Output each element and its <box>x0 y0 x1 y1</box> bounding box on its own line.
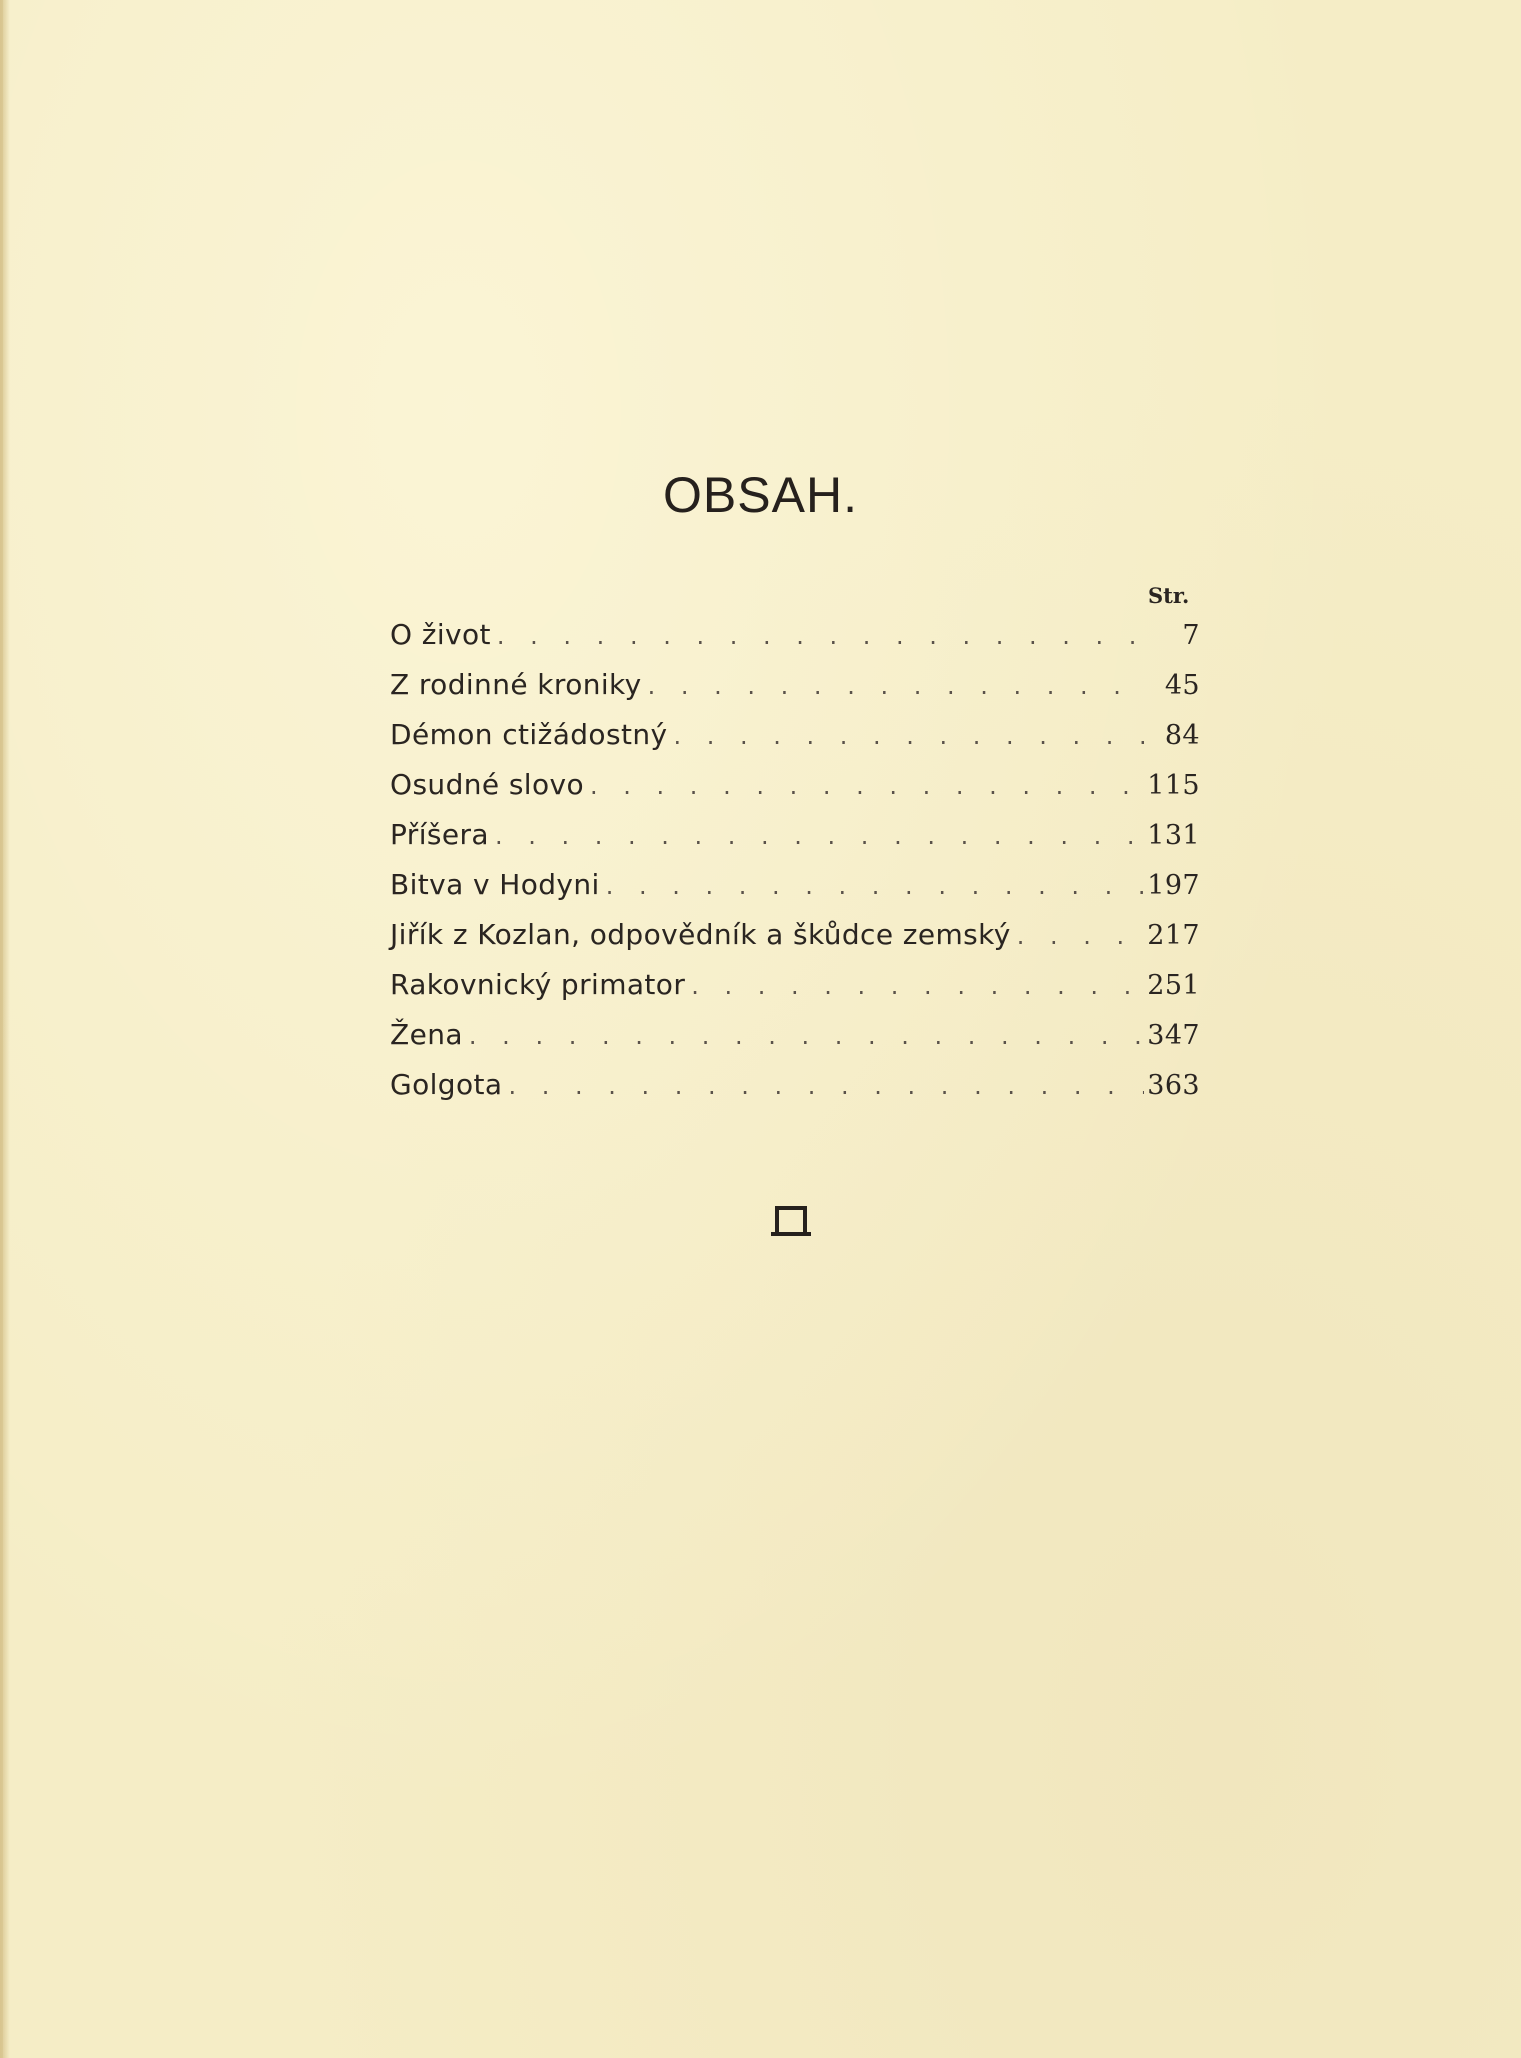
toc-page-number: 131 <box>1147 820 1200 851</box>
toc-page-number: 115 <box>1147 770 1200 801</box>
dot-leader <box>491 611 1144 661</box>
toc-page-number: 251 <box>1147 970 1200 1001</box>
toc-entry-title: Jiřík z Kozlan, odpovědník a škůdce zemský <box>390 918 1011 951</box>
toc-row <box>390 610 1200 660</box>
toc-entry-title: Příšera <box>390 818 489 851</box>
toc-entry-title: Žena <box>390 1018 463 1051</box>
table-of-contents <box>390 610 1200 1110</box>
page-column-label: Str. <box>1148 583 1190 608</box>
dot-leader <box>584 761 1144 811</box>
toc-row <box>390 910 1200 960</box>
toc-page-number: 347 <box>1147 1020 1200 1051</box>
toc-entry-title: Osudné slovo <box>390 768 585 801</box>
toc-page-number: 363 <box>1147 1070 1200 1101</box>
toc-page-number: 45 <box>1164 670 1200 701</box>
toc-entry-title: Démon ctižádostný <box>390 718 668 751</box>
toc-row <box>390 710 1200 760</box>
toc-row <box>390 960 1200 1010</box>
dot-leader <box>667 711 1144 761</box>
dot-leader <box>502 1061 1144 1111</box>
toc-page-number: 7 <box>1182 620 1200 651</box>
dot-leader <box>1011 911 1144 961</box>
toc-row <box>390 810 1200 860</box>
toc-page-number: 197 <box>1147 870 1200 901</box>
toc-row <box>390 660 1200 710</box>
page-edge-shadow <box>0 0 10 2058</box>
dot-leader <box>642 661 1144 711</box>
toc-row <box>390 760 1200 810</box>
toc-entry-title: Golgota <box>390 1068 503 1101</box>
end-ornament-icon <box>775 1206 807 1236</box>
toc-entry-title: Rakovnický primator <box>390 968 686 1001</box>
toc-page-number: 217 <box>1147 920 1200 951</box>
dot-leader <box>685 961 1144 1011</box>
toc-entry-title: Bitva v Hodyni <box>390 868 600 901</box>
page-title: OBSAH. <box>663 467 858 523</box>
toc-entry-title: Z rodinné kroniky <box>390 668 642 701</box>
toc-row <box>390 860 1200 910</box>
dot-leader <box>463 1011 1144 1061</box>
toc-entry-title: O život <box>390 618 491 651</box>
toc-page-number: 84 <box>1164 720 1200 751</box>
dot-leader <box>489 811 1144 861</box>
toc-row <box>390 1060 1200 1110</box>
toc-row <box>390 1010 1200 1060</box>
dot-leader <box>600 861 1144 911</box>
